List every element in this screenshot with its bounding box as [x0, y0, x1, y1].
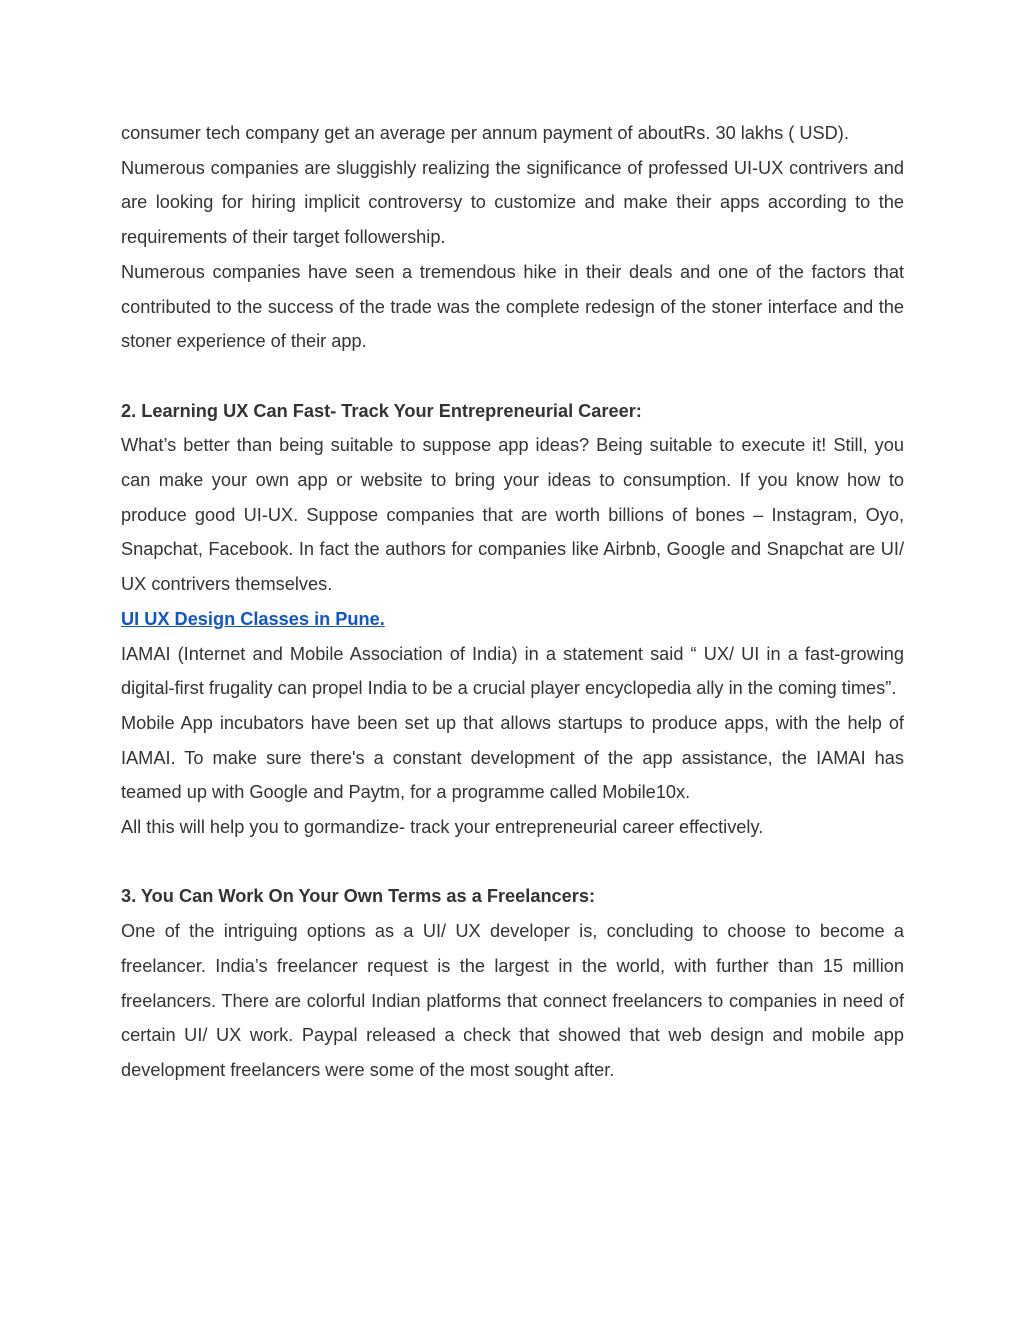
course-link[interactable]: UI UX Design Classes in Pune.	[121, 608, 385, 629]
paragraph-spacer	[121, 359, 904, 394]
section-2-paragraph-4: All this will help you to gormandize- track your entrepreneurial career effectively.	[121, 817, 764, 838]
intro-paragraph-3: Numerous companies have seen a tremendous hike in their deals and one of the factors that contributed to the success of the trade was the complete redesign of the stoner interface and the stoner experience of their app.	[121, 261, 904, 352]
section-3-heading: 3. You Can Work On Your Own Terms as a Freelancers:	[121, 886, 596, 907]
section-2-paragraph-2: IAMAI (Internet and Mobile Association of India) in a statement said “ UX/ UI in a fast-growing digital-first frugality can propel India to be a crucial player encyclopedia ally in the coming times”.	[121, 643, 904, 699]
intro-paragraph-2: Numerous companies are sluggishly realizing the significance of professed UI-UX contrivers and are looking for hiring implicit controversy to customize and make their apps according to the requirements of their target followership.	[121, 157, 904, 248]
document-body	[121, 116, 904, 1088]
course-link-line	[121, 602, 904, 637]
paragraph-spacer	[121, 845, 904, 880]
intro-paragraph-1: consumer tech company get an average per annum payment of aboutRs. 30 lakhs ( USD).	[121, 123, 849, 143]
section-3-paragraph-1: One of the intriguing options as a UI/ UX developer is, concluding to choose to become a freelancer. India’s freelancer request is the largest in the world, with further than 15 million freelancers. There are colorful Indian platforms that connect freelancers to companies in need of certain UI/ UX work. Paypal released a check that showed that web design and mobile app development freelancers were some of the most sought after.	[121, 921, 904, 1080]
section-2-paragraph-1: What’s better than being suitable to suppose app ideas? Being suitable to execute it! Still, you can make your own app or website to bring your ideas to consumption. If you know how to produce good UI-UX. Suppose companies that are worth billions of bones – Instagram, Oyo, Snapchat, Facebook. In fact the authors for companies like Airbnb, Google and Snapchat are UI/ UX contrivers themselves.	[121, 435, 904, 595]
section-2-heading: 2. Learning UX Can Fast- Track Your Entrepreneurial Career:	[121, 400, 642, 421]
section-2-paragraph-3: Mobile App incubators have been set up that allows startups to produce apps, with the help of IAMAI. To make sure there's a constant development of the app assistance, the IAMAI has teamed up with Google and Paytm, for a programme called Mobile10x.	[121, 712, 904, 803]
